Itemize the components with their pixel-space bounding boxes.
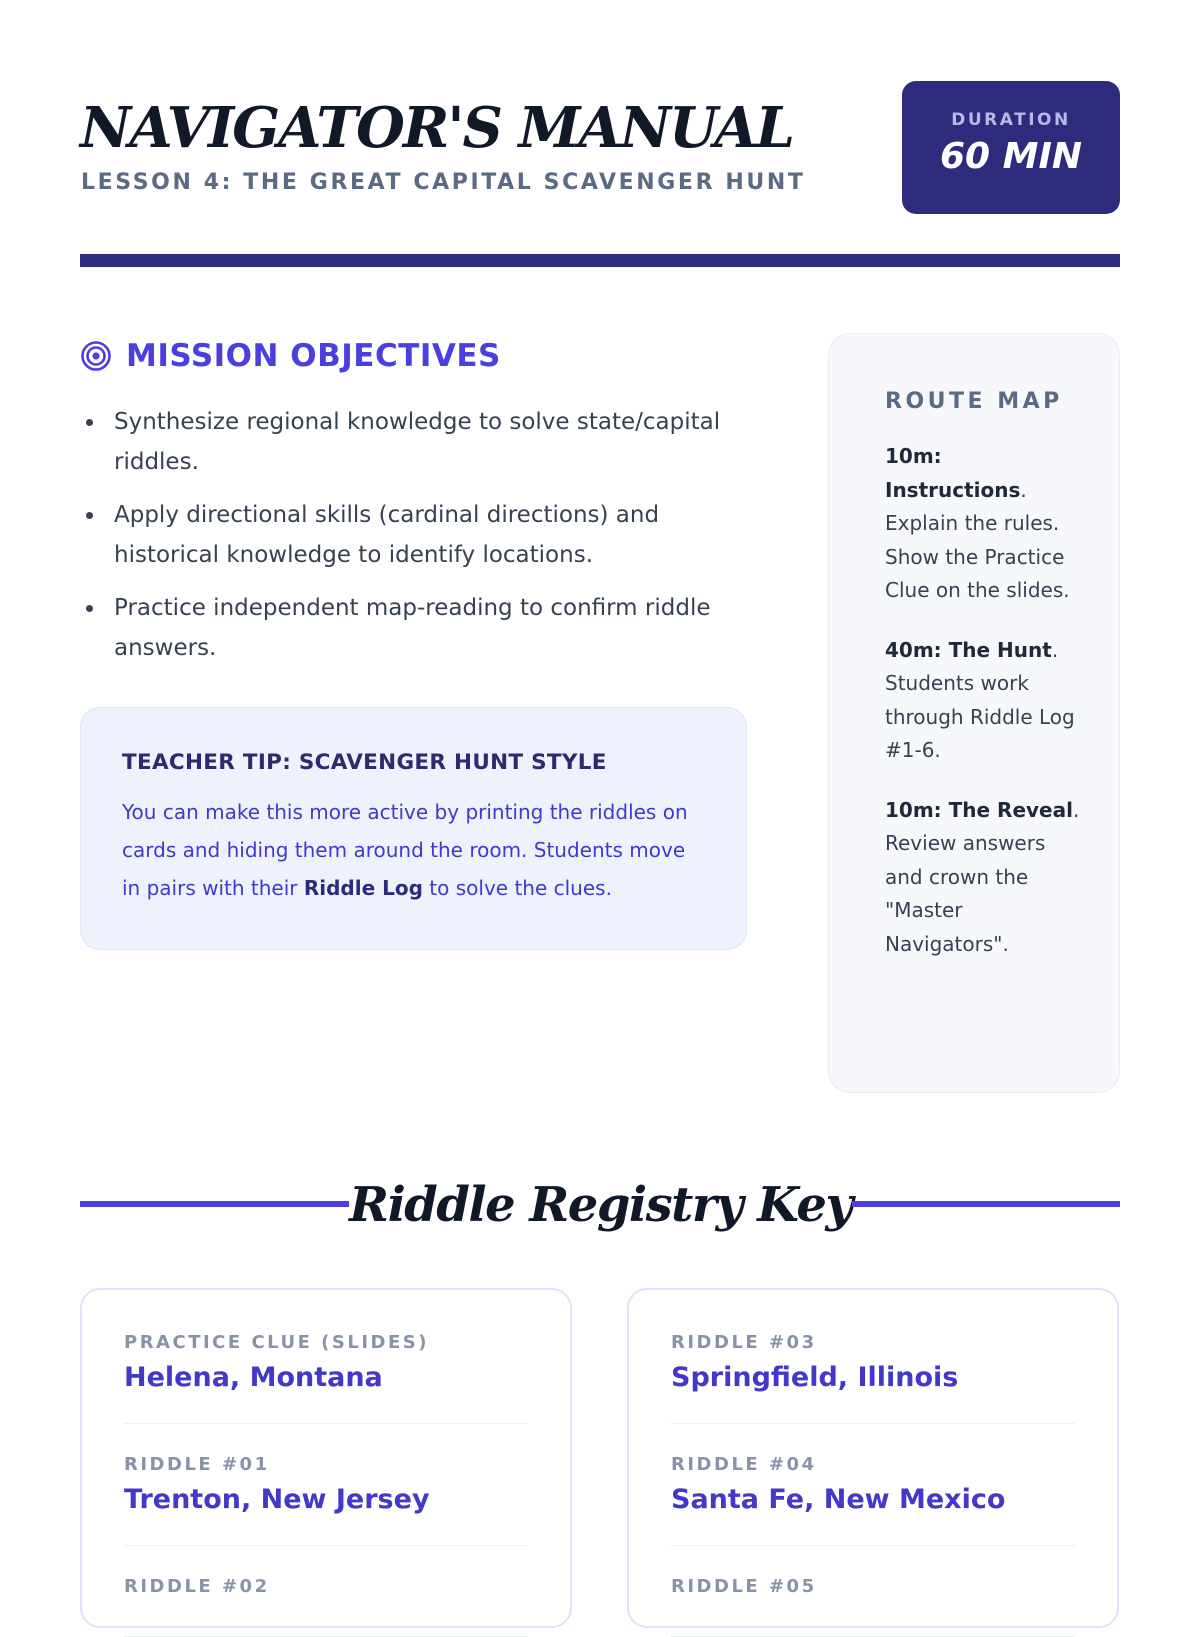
route-step-text: . Students work through Riddle Log #1-6. bbox=[885, 637, 1075, 762]
registry-card-left bbox=[80, 1288, 572, 1628]
route-step-label: 10m: The Reveal bbox=[885, 797, 1073, 822]
teacher-tip-title: TEACHER TIP: SCAVENGER HUNT STYLE bbox=[122, 750, 607, 775]
objective-text: Synthesize regional knowledge to solve state/capital riddles. bbox=[114, 409, 721, 475]
route-step-label: 10m: Instructions bbox=[885, 444, 1021, 502]
target-icon bbox=[80, 340, 112, 372]
registry-entry-label: RIDDLE #02 bbox=[124, 1576, 270, 1597]
bullet-icon bbox=[86, 512, 93, 519]
route-map-title: ROUTE MAP bbox=[885, 389, 1063, 414]
registry-entry bbox=[671, 1424, 1075, 1546]
tip-text-start: You can make this more active by printing the riddles on cards and hiding them around the room. Students move in pairs with their bbox=[122, 800, 688, 900]
registry-entry bbox=[124, 1424, 528, 1546]
bullet-icon bbox=[86, 605, 93, 612]
registry-entry bbox=[671, 1290, 1075, 1424]
objective-item bbox=[80, 495, 760, 575]
registry-entry-label: RIDDLE #05 bbox=[671, 1576, 817, 1597]
objective-item bbox=[80, 588, 760, 668]
route-step bbox=[885, 440, 1089, 608]
teacher-tip-box bbox=[80, 707, 747, 950]
page-title: NAVIGATOR'S MANUAL bbox=[80, 95, 794, 161]
registry-entry-label: PRACTICE CLUE (SLIDES) bbox=[124, 1332, 429, 1353]
registry-rule-left bbox=[80, 1201, 349, 1207]
registry-entry-label: RIDDLE #03 bbox=[671, 1332, 817, 1353]
registry-entry-answer: Trenton, New Jersey bbox=[124, 1484, 430, 1515]
route-step-label: 40m: The Hunt bbox=[885, 637, 1052, 662]
objectives-list bbox=[80, 402, 760, 681]
tip-text-emphasis: Riddle Log bbox=[303, 876, 423, 900]
route-step bbox=[885, 794, 1089, 962]
tip-text-end: to solve the clues. bbox=[422, 876, 612, 900]
registry-entry-label: RIDDLE #04 bbox=[671, 1454, 817, 1475]
route-map-sidebar bbox=[828, 333, 1120, 1093]
duration-badge bbox=[902, 81, 1120, 214]
teacher-tip-text bbox=[122, 793, 706, 907]
objective-text: Apply directional skills (cardinal directions) and historical knowledge to identify locations. bbox=[114, 502, 660, 568]
header-divider bbox=[80, 254, 1120, 267]
objective-item bbox=[80, 402, 760, 482]
route-step bbox=[885, 634, 1089, 768]
duration-label: DURATION bbox=[951, 110, 1071, 130]
registry-rule-right bbox=[852, 1201, 1120, 1207]
registry-entry bbox=[124, 1546, 528, 1637]
registry-entry-answer: Santa Fe, New Mexico bbox=[671, 1484, 1006, 1515]
registry-entry bbox=[671, 1546, 1075, 1637]
registry-entry-label: RIDDLE #01 bbox=[124, 1454, 270, 1475]
duration-value: 60 MIN bbox=[940, 136, 1082, 177]
registry-entry-answer: Springfield, Illinois bbox=[671, 1362, 959, 1393]
objectives-header bbox=[80, 338, 501, 374]
lesson-subtitle: LESSON 4: THE GREAT CAPITAL SCAVENGER HUNT bbox=[81, 170, 806, 195]
registry-entry bbox=[124, 1290, 528, 1424]
registry-entry-answer: Helena, Montana bbox=[124, 1362, 383, 1393]
route-step-text: . Explain the rules. Show the Practice Clue on the slides. bbox=[885, 477, 1070, 602]
objective-text: Practice independent map-reading to confirm riddle answers. bbox=[114, 595, 711, 661]
objectives-title: MISSION OBJECTIVES bbox=[126, 338, 501, 374]
route-step-text: . Review answers and crown the "Master Navigators". bbox=[885, 797, 1080, 956]
registry-title: Riddle Registry Key bbox=[349, 1177, 852, 1233]
bullet-icon bbox=[86, 419, 93, 426]
registry-card-right bbox=[627, 1288, 1119, 1628]
